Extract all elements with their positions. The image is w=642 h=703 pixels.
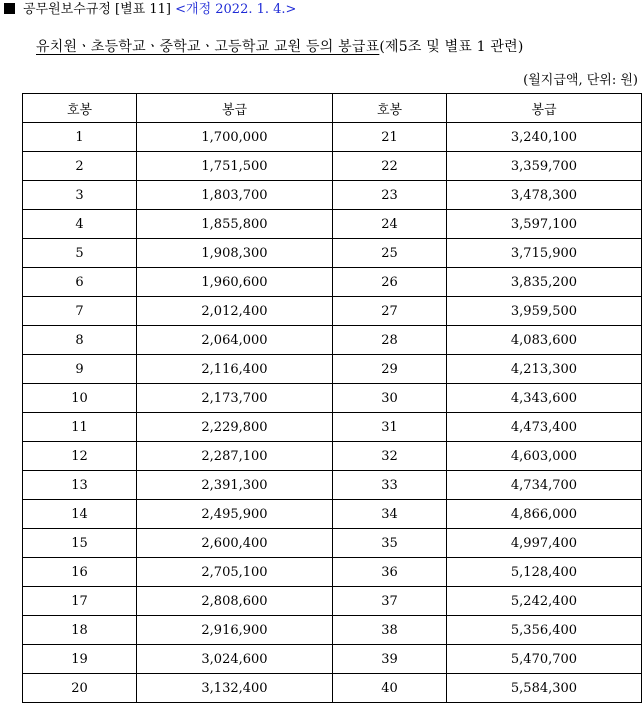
salary-left-cell: 2,705,100	[137, 558, 333, 587]
step-left-cell: 3	[23, 181, 137, 210]
title-main: 유치원ㆍ초등학교ㆍ중학교ㆍ고등학교 교원 등의 봉급표	[36, 39, 380, 55]
step-right-cell: 28	[333, 326, 447, 355]
salary-right-cell: 3,597,100	[447, 210, 642, 239]
salary-left-cell: 1,700,000	[137, 123, 333, 152]
table-row	[23, 616, 642, 645]
salary-right-cell: 4,213,300	[447, 355, 642, 384]
salary-left-cell: 2,287,100	[137, 442, 333, 471]
salary-right-cell: 3,715,900	[447, 239, 642, 268]
step-left-cell: 2	[23, 152, 137, 181]
salary-right-cell: 4,866,000	[447, 500, 642, 529]
step-right-cell: 21	[333, 123, 447, 152]
salary-right-cell: 3,478,300	[447, 181, 642, 210]
step-left-cell: 10	[23, 384, 137, 413]
step-right-cell: 22	[333, 152, 447, 181]
salary-left-cell: 2,064,000	[137, 326, 333, 355]
regulation-name: 공무원보수규정 [별표 11]	[23, 2, 171, 17]
step-right-cell: 23	[333, 181, 447, 210]
table-row	[23, 268, 642, 297]
table-row	[23, 413, 642, 442]
salary-table	[22, 93, 642, 703]
salary-right-cell: 5,242,400	[447, 587, 642, 616]
salary-left-cell: 2,229,800	[137, 413, 333, 442]
header-salary-left: 봉급	[137, 94, 333, 123]
step-left-cell: 12	[23, 442, 137, 471]
table-row	[23, 529, 642, 558]
step-right-cell: 35	[333, 529, 447, 558]
step-left-cell: 20	[23, 674, 137, 703]
step-left-cell: 1	[23, 123, 137, 152]
table-row	[23, 152, 642, 181]
step-right-cell: 39	[333, 645, 447, 674]
step-right-cell: 32	[333, 442, 447, 471]
step-left-cell: 7	[23, 297, 137, 326]
page-title	[36, 38, 524, 56]
step-right-cell: 37	[333, 587, 447, 616]
regulation-header	[4, 1, 296, 19]
salary-left-cell: 3,132,400	[137, 674, 333, 703]
salary-right-cell: 4,603,000	[447, 442, 642, 471]
salary-left-cell: 2,173,700	[137, 384, 333, 413]
step-right-cell: 25	[333, 239, 447, 268]
unit-note: (월지급액, 단위: 원)	[523, 73, 638, 88]
step-right-cell: 40	[333, 674, 447, 703]
salary-left-cell: 1,908,300	[137, 239, 333, 268]
salary-left-cell: 1,960,600	[137, 268, 333, 297]
step-right-cell: 34	[333, 500, 447, 529]
step-right-cell: 36	[333, 558, 447, 587]
salary-left-cell: 1,803,700	[137, 181, 333, 210]
salary-right-cell: 4,473,400	[447, 413, 642, 442]
step-left-cell: 6	[23, 268, 137, 297]
step-left-cell: 18	[23, 616, 137, 645]
step-right-cell: 38	[333, 616, 447, 645]
table-row	[23, 355, 642, 384]
salary-left-cell: 2,391,300	[137, 471, 333, 500]
table-header-row	[23, 94, 642, 123]
salary-right-cell: 3,835,200	[447, 268, 642, 297]
salary-left-cell: 1,855,800	[137, 210, 333, 239]
salary-left-cell: 2,495,900	[137, 500, 333, 529]
salary-right-cell: 5,584,300	[447, 674, 642, 703]
salary-left-cell: 2,116,400	[137, 355, 333, 384]
step-right-cell: 30	[333, 384, 447, 413]
table-row	[23, 384, 642, 413]
header-step-left: 호봉	[23, 94, 137, 123]
salary-right-cell: 5,470,700	[447, 645, 642, 674]
table-row	[23, 181, 642, 210]
step-right-cell: 31	[333, 413, 447, 442]
header-step-right: 호봉	[333, 94, 447, 123]
step-right-cell: 29	[333, 355, 447, 384]
step-right-cell: 24	[333, 210, 447, 239]
step-right-cell: 27	[333, 297, 447, 326]
step-left-cell: 14	[23, 500, 137, 529]
step-left-cell: 13	[23, 471, 137, 500]
salary-right-cell: 3,959,500	[447, 297, 642, 326]
salary-left-cell: 3,024,600	[137, 645, 333, 674]
step-left-cell: 15	[23, 529, 137, 558]
table-row	[23, 123, 642, 152]
title-reference: (제5조 및 별표 1 관련)	[379, 39, 524, 55]
salary-left-cell: 2,600,400	[137, 529, 333, 558]
step-left-cell: 19	[23, 645, 137, 674]
table-row	[23, 471, 642, 500]
salary-left-cell: 1,751,500	[137, 152, 333, 181]
table-row	[23, 297, 642, 326]
table-row	[23, 674, 642, 703]
table-row	[23, 326, 642, 355]
salary-left-cell: 2,012,400	[137, 297, 333, 326]
step-left-cell: 9	[23, 355, 137, 384]
table-row	[23, 210, 642, 239]
salary-left-cell: 2,808,600	[137, 587, 333, 616]
salary-right-cell: 5,128,400	[447, 558, 642, 587]
square-bullet-icon	[4, 3, 15, 14]
salary-right-cell: 4,343,600	[447, 384, 642, 413]
table-row	[23, 645, 642, 674]
salary-right-cell: 3,240,100	[447, 123, 642, 152]
salary-left-cell: 2,916,900	[137, 616, 333, 645]
step-left-cell: 11	[23, 413, 137, 442]
table-row	[23, 558, 642, 587]
table-row	[23, 500, 642, 529]
step-left-cell: 8	[23, 326, 137, 355]
header-salary-right: 봉급	[447, 94, 642, 123]
table-row	[23, 442, 642, 471]
step-left-cell: 16	[23, 558, 137, 587]
step-left-cell: 4	[23, 210, 137, 239]
salary-right-cell: 4,083,600	[447, 326, 642, 355]
step-right-cell: 26	[333, 268, 447, 297]
salary-right-cell: 5,356,400	[447, 616, 642, 645]
step-left-cell: 5	[23, 239, 137, 268]
step-right-cell: 33	[333, 471, 447, 500]
salary-right-cell: 4,734,700	[447, 471, 642, 500]
salary-right-cell: 4,997,400	[447, 529, 642, 558]
salary-right-cell: 3,359,700	[447, 152, 642, 181]
step-left-cell: 17	[23, 587, 137, 616]
amendment-link[interactable]: <개정 2022. 1. 4.>	[175, 2, 297, 17]
table-row	[23, 239, 642, 268]
table-row	[23, 587, 642, 616]
